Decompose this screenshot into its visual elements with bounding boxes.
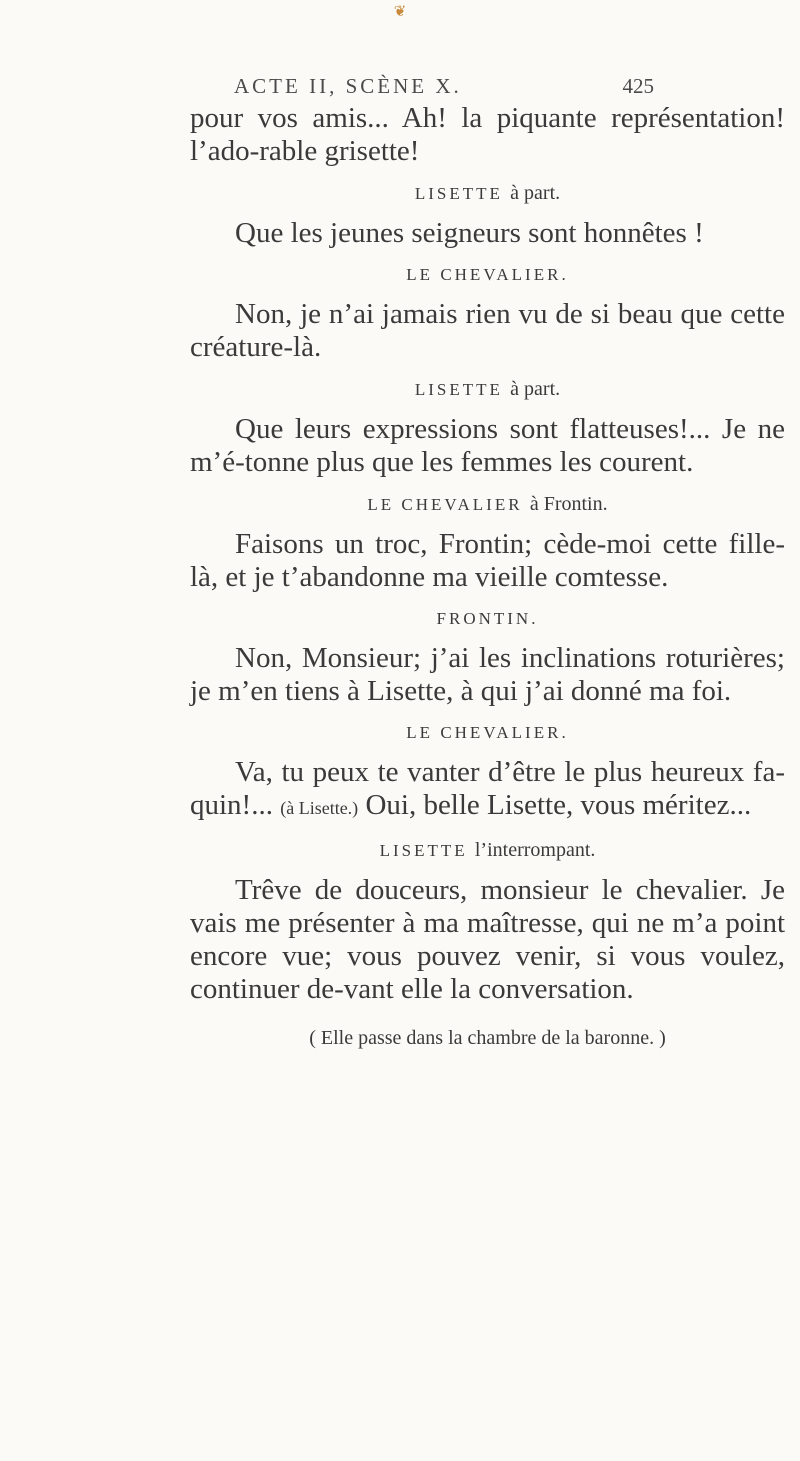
speaker-name: LE CHEVALIER	[367, 495, 523, 514]
speaker-name: LISETTE	[414, 380, 503, 399]
ornament-icon: ❦	[393, 4, 407, 20]
play-text	[190, 102, 785, 1050]
speaker-line	[190, 723, 785, 743]
dialogue-paragraph: Trêve de douceurs, monsieur le chevalier. Je vais me présenter à ma maîtresse, qui ne m’a point encore vue; vous pouvez venir, si vous voulez, continuer de-vant elle la conversation.	[190, 874, 785, 1005]
speaker-name: LE CHEVALIER.	[406, 265, 569, 284]
stage-note: l’interrompant.	[474, 839, 596, 861]
speaker-name: LISETTE	[414, 184, 503, 203]
stage-note: à Frontin.	[529, 493, 608, 515]
running-head: ACTE II, SCÈNE X.	[234, 74, 462, 98]
speaker-line	[190, 379, 785, 400]
dialogue-text: Oui, belle Lisette, vous méritez...	[358, 789, 752, 821]
dialogue-paragraph: Que les jeunes seigneurs sont honnêtes !	[235, 217, 704, 249]
speaker-name: FRONTIN.	[436, 609, 539, 628]
stage-direction: ( Elle passe dans la chambre de la baronne. )	[309, 1027, 666, 1049]
speaker-line	[190, 840, 785, 861]
stage-note: à part.	[510, 378, 561, 400]
dialogue-paragraph: Faisons un troc, Frontin; cède-moi cette fille-là, et je t’abandonne ma vieille comtesse.	[190, 528, 785, 593]
stage-note: à part.	[510, 182, 561, 204]
speaker-line	[190, 183, 785, 204]
inline-stage-note: (à Lisette.)	[280, 798, 359, 818]
speaker-line	[190, 609, 785, 629]
speaker-name: LISETTE	[379, 841, 468, 860]
dialogue-paragraph: pour vos amis... Ah! la piquante représentation! l’ado-rable grisette!	[190, 102, 785, 167]
dialogue-paragraph: Non, Monsieur; j’ai les inclinations roturières; je m’en tiens à Lisette, à qui j’ai donné ma foi.	[190, 642, 785, 707]
speaker-line	[190, 494, 785, 515]
dialogue-paragraph	[190, 756, 785, 825]
dialogue-paragraph: Non, je n’ai jamais rien vu de si beau que cette créature-là.	[190, 298, 785, 363]
speaker-name: LE CHEVALIER.	[406, 723, 569, 742]
page-header	[0, 74, 800, 104]
dialogue-text: Va, tu peux te vanter d’être le plus heureux fa-quin!...	[190, 756, 785, 821]
speaker-line	[190, 265, 785, 285]
page-number: 425	[622, 74, 654, 98]
dialogue-paragraph: Que leurs expressions sont flatteuses!... Je ne m’é-tonne plus que les femmes les courent.	[190, 413, 785, 478]
